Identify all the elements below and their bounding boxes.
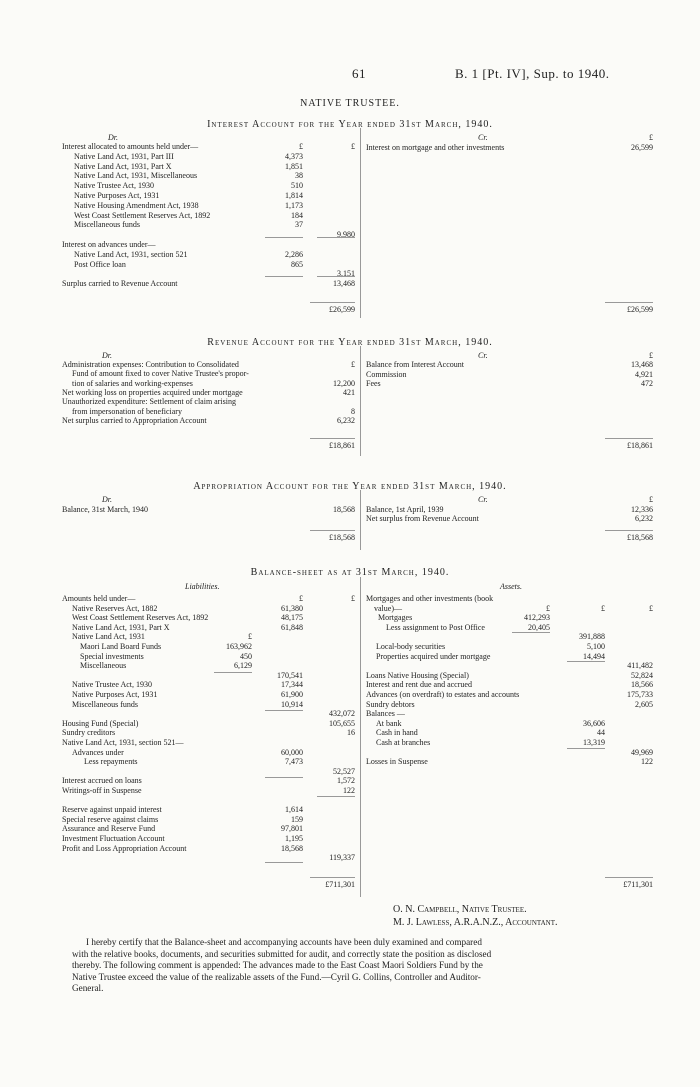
document-reference: B. 1 [Pt. IV], Sup. to 1940.	[455, 66, 610, 81]
ledger-row-amount: £	[351, 142, 355, 151]
ledger-row-label: Interest on mortgage and other investments	[366, 143, 505, 152]
ledger-row-label: Writings-off in Suspense	[62, 786, 142, 795]
ledger-row-amount: 16	[347, 728, 355, 738]
ledger-row-amount: £	[299, 594, 303, 603]
appropriation-total-rule	[310, 530, 355, 531]
liabilities-heading: Liabilities.	[185, 582, 220, 591]
ledger-row-label: from impersonation of beneficiary	[72, 406, 182, 416]
ledger-row-amount: 38	[295, 171, 303, 181]
interest-cr-total-rule	[605, 302, 653, 303]
ledger-row-amount: 37	[295, 220, 303, 230]
ledger-row-amount: 12,336	[631, 504, 653, 514]
subtotal-rule	[317, 276, 355, 277]
ledger-row-label: Mortgages and other investments (book	[366, 594, 494, 603]
ledger-row-label: Local-body securities	[376, 642, 446, 651]
subtotal-rule	[317, 237, 355, 238]
ledger-row-amount: 163,962	[226, 642, 252, 651]
ledger-row-amount: 61,848	[281, 622, 303, 632]
certificate-line: with the relative books, documents, and securities submitted for audit, and correctly state the position as disclosed	[72, 948, 492, 959]
subtotal-rule	[265, 237, 303, 238]
appropriation-cr: Cr.	[478, 495, 488, 504]
ledger-row-amount: 13,468	[631, 360, 653, 370]
ledger-row-label: Balances —	[366, 709, 405, 719]
ledger-row-label: Sundry creditors	[62, 728, 116, 738]
assets-heading: Assets.	[500, 582, 522, 591]
ledger-row-label: Cash at branches	[376, 738, 431, 747]
ledger-row-amount: 17,344	[281, 680, 303, 690]
balance-divider	[360, 577, 361, 897]
ledger-row-amount: 13,319	[583, 738, 605, 747]
subtotal-rule	[265, 777, 303, 778]
audit-certificate	[72, 937, 652, 995]
signature-trustee: O. N. Campbell, Native Trustee.	[393, 904, 527, 915]
ledger-row-amount: 18,566	[631, 680, 653, 690]
ledger-row-amount: 1,851	[285, 161, 303, 171]
ledger-row-amount: 472	[641, 378, 653, 388]
ledger-row-label: Net surplus from Revenue Account	[366, 514, 479, 523]
ledger-row-label: Net working loss on properties acquired under mortgage	[62, 387, 243, 397]
ledger-row-label: Miscellaneous funds	[74, 220, 140, 230]
ledger-row-amount: 36,606	[583, 718, 605, 728]
subtotal-rule	[567, 661, 605, 662]
ledger-row-label: Advances (on overdraft) to estates and accounts	[366, 690, 520, 699]
certificate-line: I hereby certify that the Balance-sheet and accompanying accounts have been duly examined and compared	[86, 937, 482, 947]
ledger-row-label: Advances under	[72, 747, 124, 757]
ledger-row-label: Balance from Interest Account	[366, 360, 464, 370]
ledger-row-amount: 6,232	[337, 415, 355, 425]
interest-cr: Cr.	[478, 133, 488, 142]
ledger-row-amount: 5,100	[587, 642, 605, 651]
ledger-row-label: Balance, 1st April, 1939	[366, 504, 444, 514]
ledger-row-amount: £	[601, 603, 605, 613]
ledger-row-amount: £	[649, 133, 653, 142]
interest-divider	[360, 128, 361, 318]
ledger-row-label: Net surplus carried to Appropriation Account	[62, 415, 207, 425]
ledger-row-label: Native Land Act, 1931, Part X	[74, 161, 172, 171]
ledger-row-amount: 391,888	[579, 632, 605, 642]
subtotal-rule	[512, 632, 550, 633]
revenue-cr: Cr.	[478, 351, 488, 360]
ledger-row-label: Interest and rent due and accrued	[366, 680, 472, 690]
ledger-row-amount: 105,655	[329, 718, 355, 728]
ledger-row-label: Native Land Act, 1931, section 521	[74, 249, 188, 259]
ledger-row-amount: 9,980	[337, 230, 355, 240]
ledger-row-amount: 52,824	[631, 670, 653, 680]
ledger-row-label: Investment Fluctuation Account	[62, 834, 165, 843]
ledger-row-amount: 122	[641, 757, 653, 767]
ledger-row-amount: 1,814	[285, 191, 303, 200]
ledger-row-amount: 12,200	[333, 378, 355, 388]
liabilities-total: £711,301	[325, 880, 355, 889]
ledger-row-label: Loans Native Housing (Special)	[366, 670, 469, 680]
ledger-row-label: Assurance and Reserve Fund	[62, 824, 156, 834]
ledger-row-amount: 3,151	[337, 269, 355, 279]
ledger-row-label: Native Land Act, 1931	[72, 632, 145, 642]
ledger-row-amount: £	[649, 603, 653, 613]
ledger-row-amount: 18,568	[333, 505, 355, 514]
ledger-row-label: Losses in Suspense	[366, 757, 428, 767]
ledger-row-amount: 60,000	[281, 747, 303, 757]
ledger-row-amount: 412,293	[524, 613, 550, 623]
ledger-row-label: Native Housing Amendment Act, 1938	[74, 200, 199, 210]
ledger-row-amount: 49,969	[631, 747, 653, 757]
ledger-row-amount: 432,072	[329, 709, 355, 719]
ledger-row-amount: 411,482	[627, 661, 653, 671]
ledger-row-label: Profit and Loss Appropriation Account	[62, 843, 187, 853]
ledger-row-amount: 48,175	[281, 613, 303, 623]
ledger-row-label: Native Land Act, 1931, Part III	[74, 151, 174, 161]
subtotal-rule	[265, 862, 303, 863]
ledger-row-amount: 159	[291, 814, 303, 824]
ledger-row-amount: 26,599	[631, 143, 653, 152]
revenue-total-rule	[310, 438, 355, 439]
appropriation-dr-total: £18,568	[329, 533, 355, 542]
ledger-row-label: West Coast Settlement Reserves Act, 1892	[72, 613, 209, 623]
ledger-row-amount: 6,232	[635, 514, 653, 523]
balance-sheet-title: Balance-sheet as at 31st March, 1940.	[250, 567, 450, 578]
ledger-row-label: At bank	[376, 718, 402, 728]
ledger-row-label: Less repayments	[84, 757, 138, 767]
ledger-row-amount: £	[649, 495, 653, 504]
ledger-row-label: Native Purposes Act, 1931	[72, 690, 158, 699]
subtotal-rule	[265, 710, 303, 711]
revenue-account-title: Revenue Account for the Year ended 31st March, 1940.	[207, 337, 493, 348]
ledger-row-label: Fees	[366, 378, 381, 388]
ledger-row-amount: 421	[343, 387, 355, 397]
ledger-row-label: West Coast Settlement Reserves Act, 1892	[74, 210, 211, 220]
appropriation-divider	[360, 490, 361, 550]
ledger-row-label: Native Reserves Act, 1882	[72, 603, 158, 613]
revenue-dr-total: £18,861	[329, 441, 355, 450]
ledger-row-label: Interest accrued on loans	[62, 776, 142, 786]
ledger-row-label: Native Trustee Act, 1930	[74, 181, 154, 191]
appropriation-cr-total: £18,568	[627, 533, 653, 542]
ledger-row-label: Housing Fund (Special)	[62, 718, 139, 728]
ledger-row-label: Sundry debtors	[366, 699, 415, 709]
ledger-row-label: Native Purposes Act, 1931	[74, 191, 160, 200]
ledger-row-label: Unauthorized expenditure: Settlement of claim arising	[62, 397, 236, 407]
ledger-row-amount: 61,900	[281, 690, 303, 699]
ledger-row-label: Interest on advances under—	[62, 240, 156, 249]
ledger-row-label: Mortgages	[378, 613, 413, 623]
ledger-row-amount: £	[351, 360, 355, 369]
revenue-cr-total-rule	[605, 438, 653, 439]
ledger-row-label: Special reserve against claims	[62, 814, 159, 824]
ledger-row-amount: 8	[351, 406, 355, 416]
ledger-row-amount: 1,572	[337, 776, 355, 786]
main-title: NATIVE TRUSTEE.	[300, 98, 400, 109]
ledger-row-amount: 1,173	[285, 200, 303, 210]
certificate-line: Native Trustee exceed the value of the realizable assets of the Fund.—Cyril G. Collins, Controller and Auditor-	[72, 971, 481, 982]
ledger-row-label: Native Trustee Act, 1930	[72, 680, 152, 690]
ledger-row-label: Interest allocated to amounts held under—	[62, 142, 199, 151]
ledger-row-label: Amounts held under—	[62, 594, 136, 603]
ledger-row-amount: 44	[597, 728, 605, 738]
ledger-row-label: Fund of amount fixed to cover Native Trustee's propor-	[72, 369, 249, 379]
appropriation-cr-total-rule	[605, 530, 653, 531]
appropriation-account-title: Appropriation Account for the Year ended 31st March, 1940.	[193, 481, 507, 492]
ledger-row-amount: 4,373	[285, 151, 303, 161]
ledger-row-amount: £	[351, 594, 355, 603]
ledger-row-label: Native Land Act, 1931, section 521—	[62, 738, 184, 747]
interest-cr-total: £26,599	[627, 305, 653, 314]
ledger-row-amount: 122	[343, 786, 355, 795]
ledger-row-label: Special investments	[80, 651, 144, 661]
ledger-row-label: tion of salaries and working-expenses	[72, 378, 193, 388]
assets-total: £711,301	[623, 880, 653, 889]
ledger-row-label: Reserve against unpaid interest	[62, 805, 162, 815]
interest-dr-total: £26,599	[329, 305, 355, 314]
interest-total-rule	[310, 302, 355, 303]
ledger-row-amount: 1,195	[285, 834, 303, 843]
appropriation-dr: Dr.	[102, 495, 113, 504]
ledger-row-label: Post Office loan	[74, 259, 126, 269]
ledger-row-amount: 97,801	[281, 824, 303, 834]
ledger-row-amount: £	[649, 351, 653, 360]
certificate-line: thereby. The following comment is appended: The advances made to the East Coast Maori Soldiers Fund by the	[72, 960, 483, 970]
assets-total-rule	[605, 877, 653, 878]
revenue-cr-total: £18,861	[627, 441, 653, 450]
ledger-row-amount: 175,733	[627, 690, 653, 699]
subtotal-rule	[214, 672, 252, 673]
ledger-row-amount: 52,527	[333, 766, 355, 776]
ledger-row-amount: 13,468	[333, 279, 355, 289]
ledger-row-label: Maori Land Board Funds	[80, 642, 162, 651]
ledger-row-amount: 2,605	[635, 699, 653, 709]
ledger-row-amount: 510	[291, 181, 303, 191]
subtotal-rule	[567, 748, 605, 749]
subtotal-rule	[265, 276, 303, 277]
ledger-row-amount: £	[546, 603, 550, 613]
ledger-row-amount: 18,568	[281, 843, 303, 853]
ledger-row-amount: 4,921	[635, 369, 653, 379]
ledger-row-amount: 1,614	[285, 805, 303, 815]
ledger-row-amount: 450	[240, 651, 252, 661]
certificate-line: General.	[72, 983, 104, 993]
ledger-row-label: Native Land Act, 1931, Part X	[72, 622, 170, 632]
ledger-row-amount: £	[299, 142, 303, 151]
ledger-row-amount: 61,380	[281, 603, 303, 613]
ledger-row-amount: 170,541	[277, 670, 303, 680]
ledger-row-label: Miscellaneous	[80, 661, 127, 671]
ledger-row-label: value)—	[374, 603, 402, 613]
ledger-row-amount: 184	[291, 210, 303, 220]
interest-account-title: Interest Account for the Year ended 31st March, 1940.	[207, 119, 493, 130]
ledger-row-label: Native Land Act, 1931, Miscellaneous	[74, 171, 198, 181]
interest-dr: Dr.	[108, 133, 119, 142]
ledger-row-amount: 7,473	[285, 757, 303, 767]
ledger-row-amount: 10,914	[281, 699, 303, 709]
ledger-row-label: Miscellaneous funds	[72, 699, 138, 709]
ledger-row-amount: £	[248, 632, 252, 642]
revenue-dr: Dr.	[102, 351, 113, 360]
revenue-divider	[360, 346, 361, 456]
ledger-row-label: Balance, 31st March, 1940	[62, 505, 148, 514]
signature-accountant: M. J. Lawless, A.R.A.N.Z., Accountant.	[393, 917, 558, 928]
ledger-row-amount: 2,286	[285, 249, 303, 259]
ledger-row-amount: 6,129	[234, 661, 252, 671]
ledger-row-amount: 119,337	[329, 853, 355, 863]
subtotal-rule	[317, 796, 355, 797]
liabilities-total-rule	[310, 877, 355, 878]
ledger-row-label: Less assignment to Post Office	[386, 622, 485, 632]
ledger-row-label: Commission	[366, 369, 407, 379]
ledger-row-amount: 20,405	[528, 622, 550, 632]
ledger-row-amount: 865	[291, 259, 303, 269]
page-number: 61	[352, 66, 366, 81]
ledger-row-label: Administration expenses: Contribution to Consolidated	[62, 360, 239, 369]
ledger-row-label: Surplus carried to Revenue Account	[62, 279, 178, 289]
ledger-row-label: Properties acquired under mortgage	[376, 651, 491, 661]
ledger-row-label: Cash in hand	[376, 728, 418, 738]
ledger-row-amount: 14,494	[583, 651, 605, 661]
